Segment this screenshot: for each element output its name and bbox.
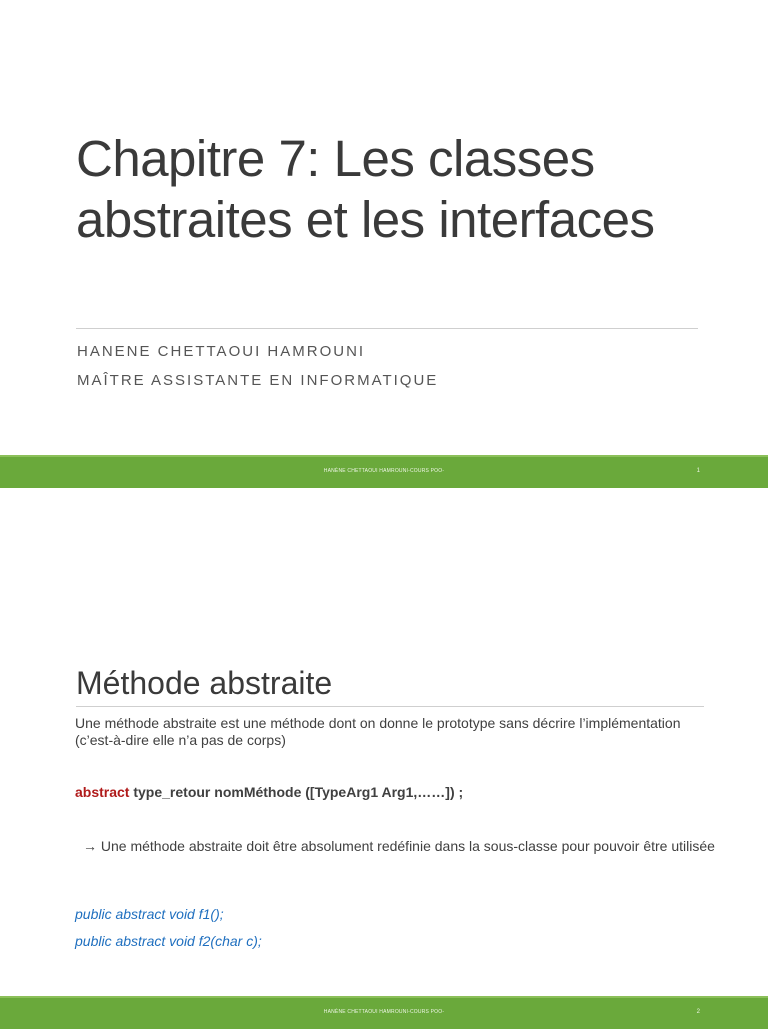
arrow-icon: → [83,838,97,854]
syntax-signature: type_retour nomMéthode ([TypeArg1 Arg1,……]) ; [129,784,464,800]
syntax-line [75,784,715,801]
definition-paragraph: Une méthode abstraite est une méthode dont on donne le prototype sans décrire l’implémentation (c’est-à-dire elle n’a pas de corps) [75,715,681,748]
title-divider [76,706,704,707]
note-paragraph [75,838,715,855]
title-divider [76,328,698,329]
abstract-keyword: abstract [75,784,130,800]
slide-title: Chapitre 7: Les classes abstraites et les interfaces [76,130,655,248]
slide-2 [0,510,768,1024]
slide-footer [0,996,768,1029]
note-text: Une méthode abstraite doit être absolument redéfinie dans la sous-classe pour pouvoir être utilisée [97,838,715,854]
code-line: public abstract void f2(char c); [75,933,262,949]
author-role: MAÎTRE ASSISTANTE EN INFORMATIQUE [77,372,439,389]
slide-title: Méthode abstraite [76,665,333,701]
page-number: 2 [696,1009,700,1015]
author-name: HANENE CHETTAOUI HAMROUNI [77,343,366,360]
slide-footer [0,455,768,488]
slide-1 [0,0,768,490]
footer-text: HANÈNE CHETTAOUI HAMROUNI-COURS POO- [323,1009,445,1015]
code-line: public abstract void f1(); [75,906,224,922]
page-number: 1 [696,468,700,474]
footer-text: HANÈNE CHETTAOUI HAMROUNI-COURS POO- [323,468,445,474]
